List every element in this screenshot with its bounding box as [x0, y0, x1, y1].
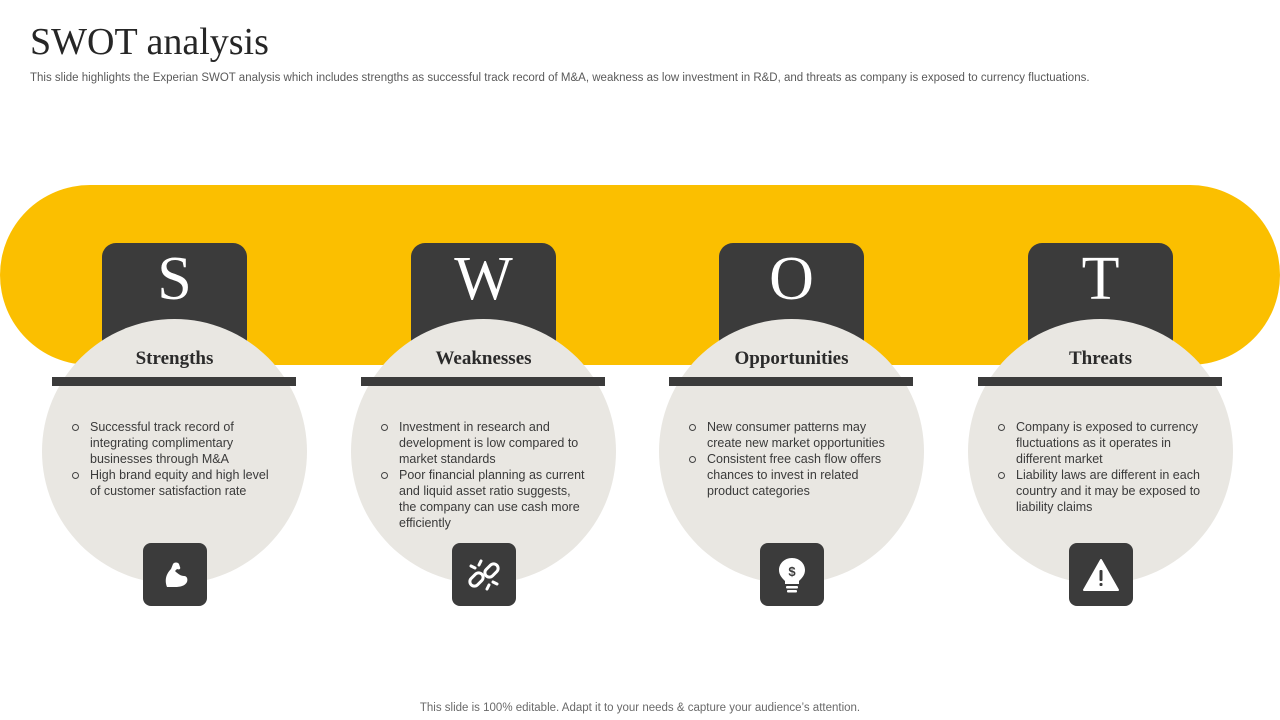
heading-rule — [978, 377, 1222, 386]
swot-card-weaknesses — [351, 243, 619, 608]
swot-card-strengths — [42, 243, 310, 608]
list-item: Liability laws are different in each country and it may be exposed to liability claims — [998, 467, 1208, 515]
bullet-list — [72, 419, 282, 499]
heading-rule — [669, 377, 913, 386]
letter-box-o: O — [719, 243, 864, 353]
letter-box-w: W — [411, 243, 556, 353]
letter-box-s: S — [102, 243, 247, 353]
list-item: Company is exposed to currency fluctuations as it operates in different market — [998, 419, 1208, 467]
swot-card-threats — [968, 243, 1236, 608]
svg-text:$: $ — [788, 563, 796, 579]
bullet-list — [998, 419, 1208, 515]
bullet-list — [689, 419, 899, 499]
footer-note: This slide is 100% editable. Adapt it to your needs & capture your audience’s attention. — [419, 702, 861, 714]
heading-rule — [361, 377, 605, 386]
list-item: Poor financial planning as current and liquid asset ratio suggests, the company can use cash more efficiently — [381, 467, 591, 531]
slide-subtitle: This slide highlights the Experian SWOT analysis which includes strengths as successful track record of M&A, weakness as low investment in R&D, and threats as company is exposed to currency fluctuations. — [30, 72, 1090, 84]
card-heading-strengths: Strengths — [135, 348, 214, 369]
bullet-list — [381, 419, 591, 531]
heading-rule — [52, 377, 296, 386]
warning-triangle-icon — [1069, 543, 1133, 606]
swot-card-opportunities — [659, 243, 927, 608]
slide-title: SWOT analysis — [30, 21, 269, 63]
card-heading-weaknesses: Weaknesses — [435, 348, 532, 369]
list-item: Consistent free cash flow offers chances to invest in related product categories — [689, 451, 899, 499]
money-lightbulb-icon — [760, 543, 824, 606]
flexed-arm-icon — [143, 543, 207, 606]
card-heading-opportunities: Opportunities — [734, 348, 849, 369]
list-item: New consumer patterns may create new market opportunities — [689, 419, 899, 451]
card-heading-threats: Threats — [1069, 348, 1132, 369]
list-item: High brand equity and high level of customer satisfaction rate — [72, 467, 282, 499]
list-item: Successful track record of integrating complimentary businesses through M&A — [72, 419, 282, 467]
list-item: Investment in research and development is low compared to market standards — [381, 419, 591, 467]
letter-box-t: T — [1028, 243, 1173, 353]
broken-link-icon — [452, 543, 516, 606]
